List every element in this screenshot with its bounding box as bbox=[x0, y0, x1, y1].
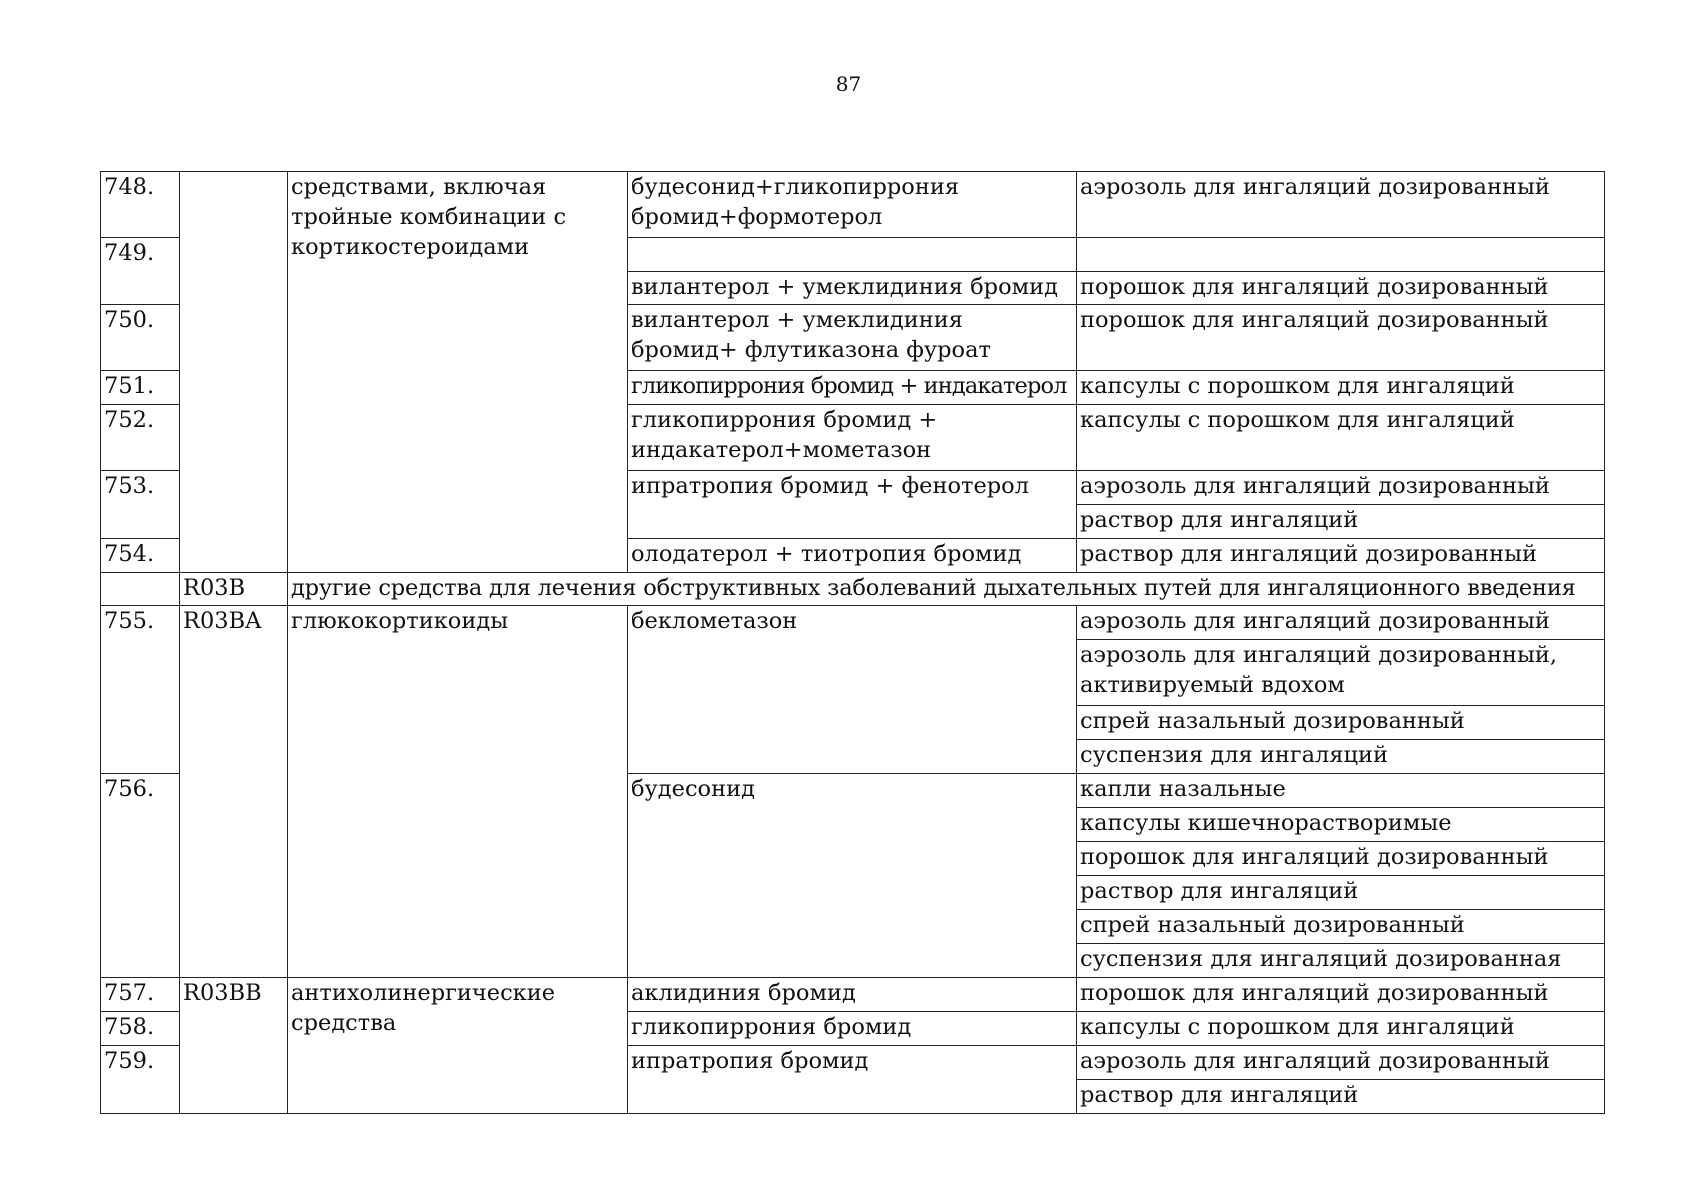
atc-code: R03BB bbox=[180, 978, 288, 1114]
group-cell: глюкокортикоиды bbox=[288, 606, 628, 978]
drug-name: будесонид bbox=[628, 774, 1077, 978]
dosage-form: аэрозоль для ингаляций дозированный, активируемый вдохом bbox=[1077, 640, 1605, 706]
drug-name: аклидиния бромид bbox=[628, 978, 1077, 1012]
dosage-form: порошок для ингаляций дозированный bbox=[1077, 978, 1605, 1012]
atc-code: R03BA bbox=[180, 606, 288, 978]
row-number: 749. bbox=[101, 238, 180, 305]
table-row bbox=[101, 978, 1605, 1012]
dosage-form: раствор для ингаляций дозированный bbox=[1077, 539, 1605, 573]
drug-name: олодатерол + тиотропия бромид bbox=[628, 539, 1077, 573]
row-number-empty bbox=[101, 573, 180, 606]
dosage-form: аэрозоль для ингаляций дозированный bbox=[1077, 172, 1605, 238]
row-number: 757. bbox=[101, 978, 180, 1012]
group-cell: антихолинергические средства bbox=[288, 978, 628, 1114]
dosage-form: порошок для ингаляций дозированный bbox=[1077, 305, 1605, 371]
dosage-form: порошок для ингаляций дозированный bbox=[1077, 842, 1605, 876]
row-number: 750. bbox=[101, 305, 180, 371]
drug-name: гликопиррония бромид + индакатерол bbox=[628, 371, 1077, 405]
drug-name: гликопиррония бромид bbox=[628, 1012, 1077, 1046]
dosage-form: капсулы с порошком для ингаляций bbox=[1077, 405, 1605, 471]
drug-name: ипратропия бромид + фенотерол bbox=[628, 471, 1077, 539]
dosage-form: суспензия для ингаляций дозированная bbox=[1077, 944, 1605, 978]
row-number: 756. bbox=[101, 774, 180, 978]
dosage-form: спрей назальный дозированный bbox=[1077, 910, 1605, 944]
dosage-form-empty bbox=[1077, 238, 1605, 272]
dosage-form: капли назальные bbox=[1077, 774, 1605, 808]
drug-name: беклометазон bbox=[628, 606, 1077, 774]
row-number: 758. bbox=[101, 1012, 180, 1046]
dosage-form: аэрозоль для ингаляций дозированный bbox=[1077, 1046, 1605, 1080]
dosage-form: порошок для ингаляций дозированный bbox=[1077, 272, 1605, 305]
table-row bbox=[101, 606, 1605, 640]
dosage-form: суспензия для ингаляций bbox=[1077, 740, 1605, 774]
drug-name: будесонид+гликопиррония бромид+формотерол bbox=[628, 172, 1077, 238]
section-label: другие средства для лечения обструктивных заболеваний дыхательных путей для ингаляционного введения bbox=[288, 573, 1605, 606]
row-number: 755. bbox=[101, 606, 180, 774]
row-number: 759. bbox=[101, 1046, 180, 1114]
row-number: 748. bbox=[101, 172, 180, 238]
dosage-form: аэрозоль для ингаляций дозированный bbox=[1077, 606, 1605, 640]
table-row bbox=[101, 172, 1605, 238]
dosage-form: капсулы с порошком для ингаляций bbox=[1077, 1012, 1605, 1046]
drug-name-empty bbox=[628, 238, 1077, 272]
dosage-form: аэрозоль для ингаляций дозированный bbox=[1077, 471, 1605, 505]
row-number: 753. bbox=[101, 471, 180, 539]
row-number: 751. bbox=[101, 371, 180, 405]
section-row bbox=[101, 573, 1605, 606]
atc-code: R03B bbox=[180, 573, 288, 606]
dosage-form: раствор для ингаляций bbox=[1077, 876, 1605, 910]
drug-name: вилантерол + умеклидиния бромид bbox=[628, 272, 1077, 305]
page-number: 87 bbox=[835, 72, 862, 96]
drug-name: ипратропия бромид bbox=[628, 1046, 1077, 1114]
group-cell: средствами, включая тройные комбинации с кортикостероидами bbox=[288, 172, 628, 573]
dosage-form: спрей назальный дозированный bbox=[1077, 706, 1605, 740]
drug-list-table bbox=[100, 171, 1605, 1114]
dosage-form: раствор для ингаляций bbox=[1077, 1080, 1605, 1114]
dosage-form: раствор для ингаляций bbox=[1077, 505, 1605, 539]
atc-code-cell bbox=[180, 172, 288, 573]
dosage-form: капсулы с порошком для ингаляций bbox=[1077, 371, 1605, 405]
drug-name: гликопиррония бромид + индакатерол+мометазон bbox=[628, 405, 1077, 471]
dosage-form: капсулы кишечнорастворимые bbox=[1077, 808, 1605, 842]
row-number: 754. bbox=[101, 539, 180, 573]
drug-name: вилантерол + умеклидиния бромид+ флутиказона фуроат bbox=[628, 305, 1077, 371]
row-number: 752. bbox=[101, 405, 180, 471]
